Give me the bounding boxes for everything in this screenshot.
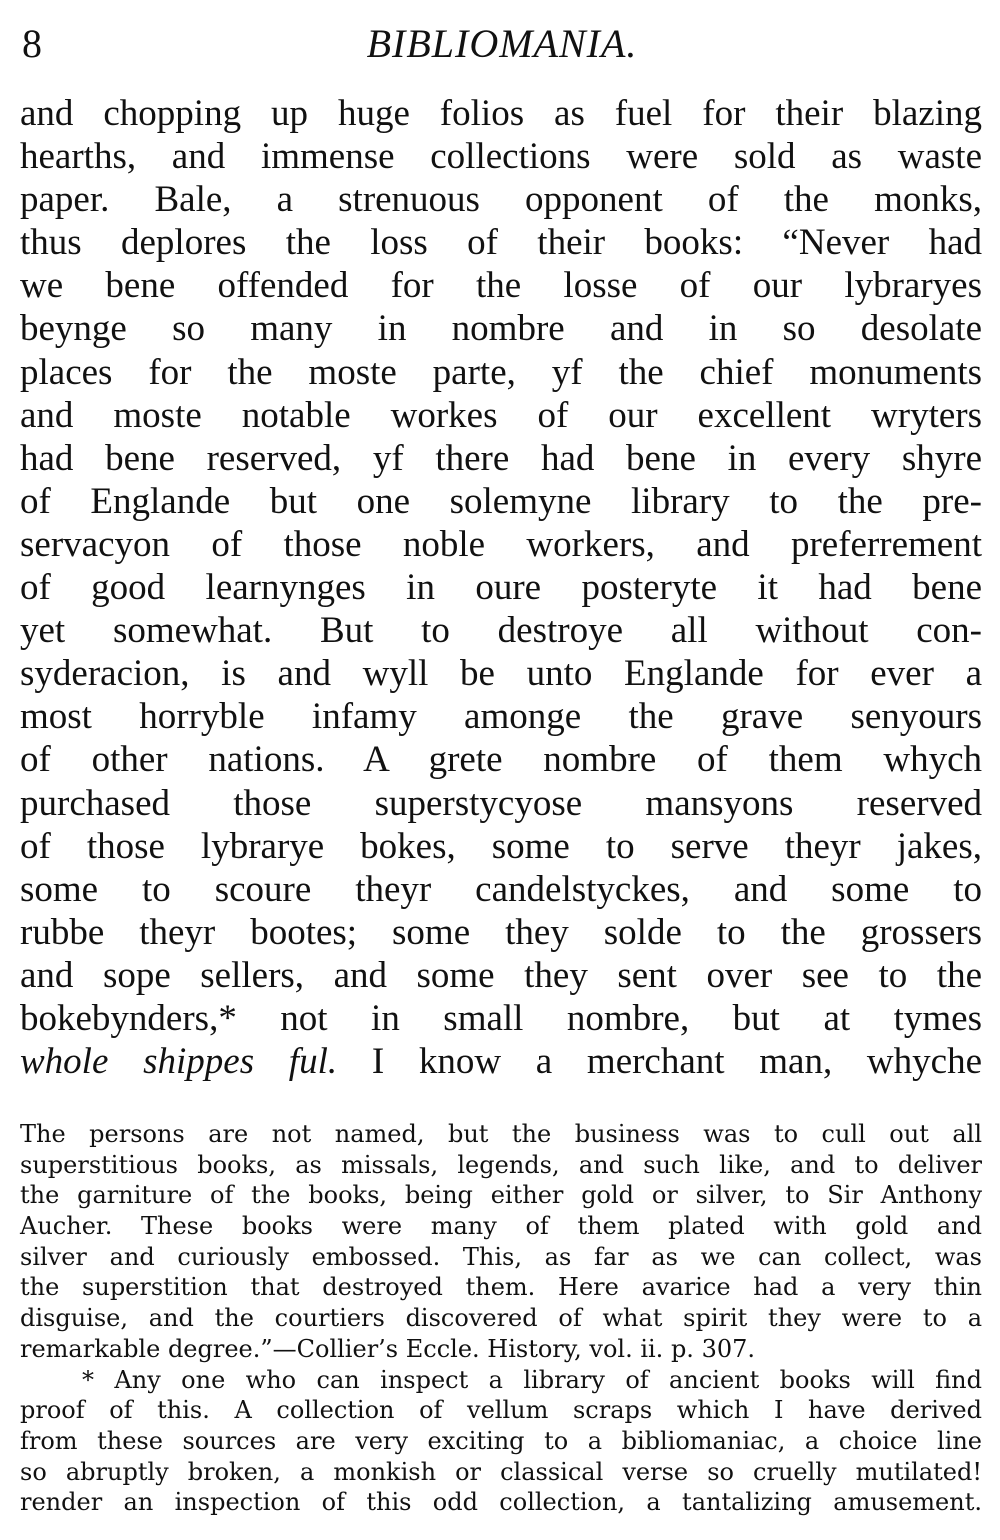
body-line: of good learnynges in oure posteryte it had bene: [20, 567, 982, 609]
body-line: paper. Bale, a strenuous opponent of the monks,: [20, 179, 982, 221]
body-line: we bene offended for the losse of our lybraryes: [20, 265, 982, 307]
footnote-line: The persons are not named, but the business was to cull out all: [20, 1120, 982, 1148]
body-line: hearths, and immense collections were sold as waste: [20, 136, 982, 178]
body-line: bokebynders,* not in small nombre, but at tymes: [20, 997, 982, 1039]
footnote-line: disguise, and the courtiers discovered of what spirit they were to a: [20, 1304, 982, 1333]
body-line: places for the moste parte, yf the chief monuments: [20, 351, 982, 393]
footnote-line: silver and curiously embossed. This, as far as we can collect, was: [20, 1242, 982, 1271]
footnote-line: from these sources are very exciting to a bibliomaniac, a choice line: [20, 1426, 982, 1455]
body-line: thus deplores the loss of their books: “Never had: [20, 222, 982, 264]
body-line: some to scoure theyr candelstyckes, and some to: [20, 868, 982, 910]
footnotes: [20, 1119, 982, 1518]
footnote-line: Aucher. These books were many of them plated with gold and: [20, 1212, 982, 1241]
body-line: yet somewhat. But to destroye all without con-: [20, 610, 982, 652]
footnote-star-line: * Any one who can inspect a library of ancient books will find: [82, 1365, 982, 1394]
body-line: beynge so many in nombre and in so desolate: [20, 308, 982, 350]
body-line: syderacion, is and wyll be unto Englande for ever a: [20, 653, 982, 695]
body-line-last: [20, 1040, 982, 1083]
footnote-line: remarkable degree.”—Collier’s Eccle. History, vol. ii. p. 307.: [20, 1334, 755, 1363]
body-line: purchased those superstycyose mansyons reserved: [20, 782, 982, 824]
footnote-line: the garniture of the books, being either gold or silver, to Sir Anthony: [20, 1181, 982, 1210]
body-line: and sope sellers, and some they sent over see to the: [20, 954, 982, 996]
body-line: of those lybrarye bokes, some to serve theyr jakes,: [20, 825, 982, 867]
italic-phrase: whole shippes ful.: [20, 1041, 338, 1083]
body-line: rubbe theyr bootes; some they solde to the grossers: [20, 911, 982, 953]
body-line: servacyon of those noble workers, and preferrement: [20, 523, 982, 565]
running-title: BIBLIOMANIA.: [366, 21, 638, 66]
body-line-tail: I know a merchant man, whyche: [371, 1041, 982, 1083]
body-text: [20, 92, 982, 1083]
body-line: of other nations. A grete nombre of them whych: [20, 739, 982, 781]
body-line: and moste notable workes of our excellent wryters: [20, 394, 982, 436]
page-number: 8: [22, 21, 42, 66]
footnote-line: proof of this. A collection of vellum scraps which I have derived: [20, 1396, 982, 1425]
footnote-line: render an inspection of this odd collection, a tantalizing amusement.: [20, 1488, 982, 1517]
footnote-line: so abruptly broken, a monkish or classical verse so cruelly mutilated!: [20, 1457, 982, 1486]
body-line: had bene reserved, yf there had bene in every shyre: [20, 437, 982, 479]
footnote-line: superstitious books, as missals, legends, and such like, and to deliver: [20, 1150, 982, 1179]
body-line: most horryble infamy amonge the grave senyours: [20, 696, 982, 738]
body-line: and chopping up huge folios as fuel for their blazing: [20, 93, 982, 134]
body-line: of Englande but one solemyne library to the pre-: [20, 480, 982, 522]
page-header: [22, 14, 982, 74]
footnote-line: the superstition that destroyed them. Here avarice had a very thin: [20, 1273, 982, 1302]
